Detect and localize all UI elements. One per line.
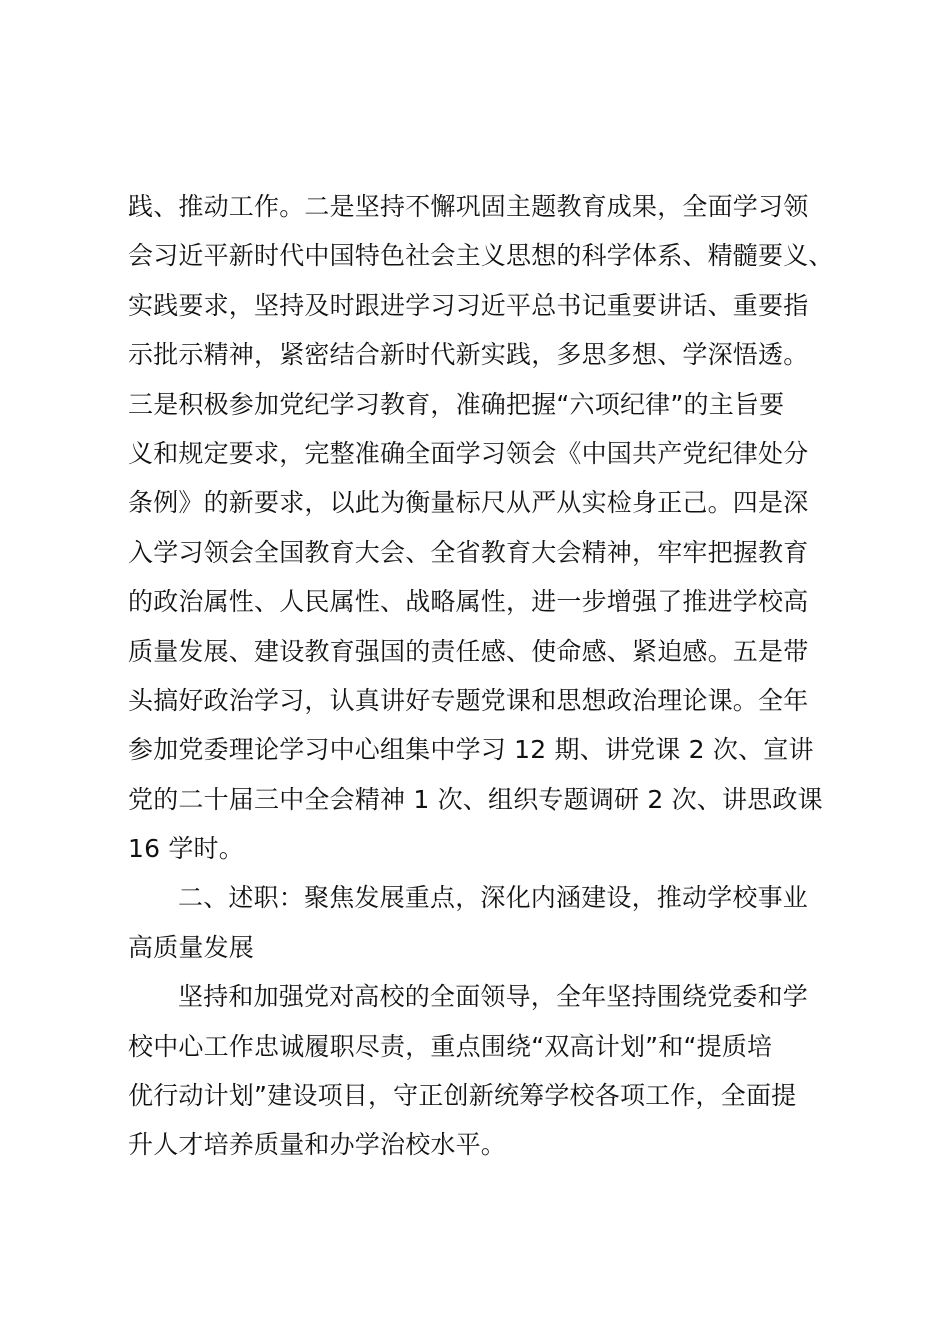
text-line: 升人才培养质量和办学治校水平。 — [128, 1130, 507, 1160]
text-line: 入学习领会全国教育大会、全省教育大会精神，牢牢把握教育 — [128, 537, 809, 567]
text-line: 16 学时。 — [128, 834, 244, 864]
text-line: 党的二十届三中全会精神 1 次、组织专题调研 2 次、讲思政课 — [128, 784, 823, 814]
text-line: 示批示精神，紧密结合新时代新实践，多思多想、学深悟透。 — [128, 340, 809, 370]
text-line: 校中心工作忠诚履职尽责，重点围绕“双高计划”和“提质培 — [128, 1031, 773, 1061]
text-line: 坚持和加强党对高校的全面领导，全年坚持围绕党委和学 — [178, 982, 809, 1012]
text-line: 三是积极参加党纪学习教育，准确把握“六项纪律”的主旨要 — [128, 389, 785, 419]
document-body — [128, 182, 848, 1170]
text-line: 条例》的新要求，以此为衡量标尺从严从实检身正己。四是深 — [128, 488, 809, 518]
text-line: 会习近平新时代中国特色社会主义思想的科学体系、精髓要义、 — [128, 241, 834, 271]
text-line: 践、推动工作。二是坚持不懈巩固主题教育成果，全面学习领 — [128, 192, 809, 221]
text-line: 头搞好政治学习，认真讲好专题党课和思想政治理论课。全年 — [128, 685, 809, 715]
section-heading-line: 高质量发展 — [128, 932, 255, 962]
section-heading-line: 二、述职：聚焦发展重点，深化内涵建设，推动学校事业 — [178, 883, 809, 913]
text-line: 的政治属性、人民属性、战略属性，进一步增强了推进学校高 — [128, 587, 809, 617]
text-line: 参加党委理论学习中心组集中学习 12 期、讲党课 2 次、宣讲 — [128, 735, 814, 765]
text-line: 实践要求，坚持及时跟进学习习近平总书记重要讲话、重要指 — [128, 290, 809, 320]
text-line: 优行动计划”建设项目，守正创新统筹学校各项工作，全面提 — [128, 1081, 797, 1111]
text-line: 义和规定要求，完整准确全面学习领会《中国共产党纪律处分 — [128, 438, 809, 468]
text-line: 质量发展、建设教育强国的责任感、使命感、紧迫感。五是带 — [128, 636, 809, 666]
